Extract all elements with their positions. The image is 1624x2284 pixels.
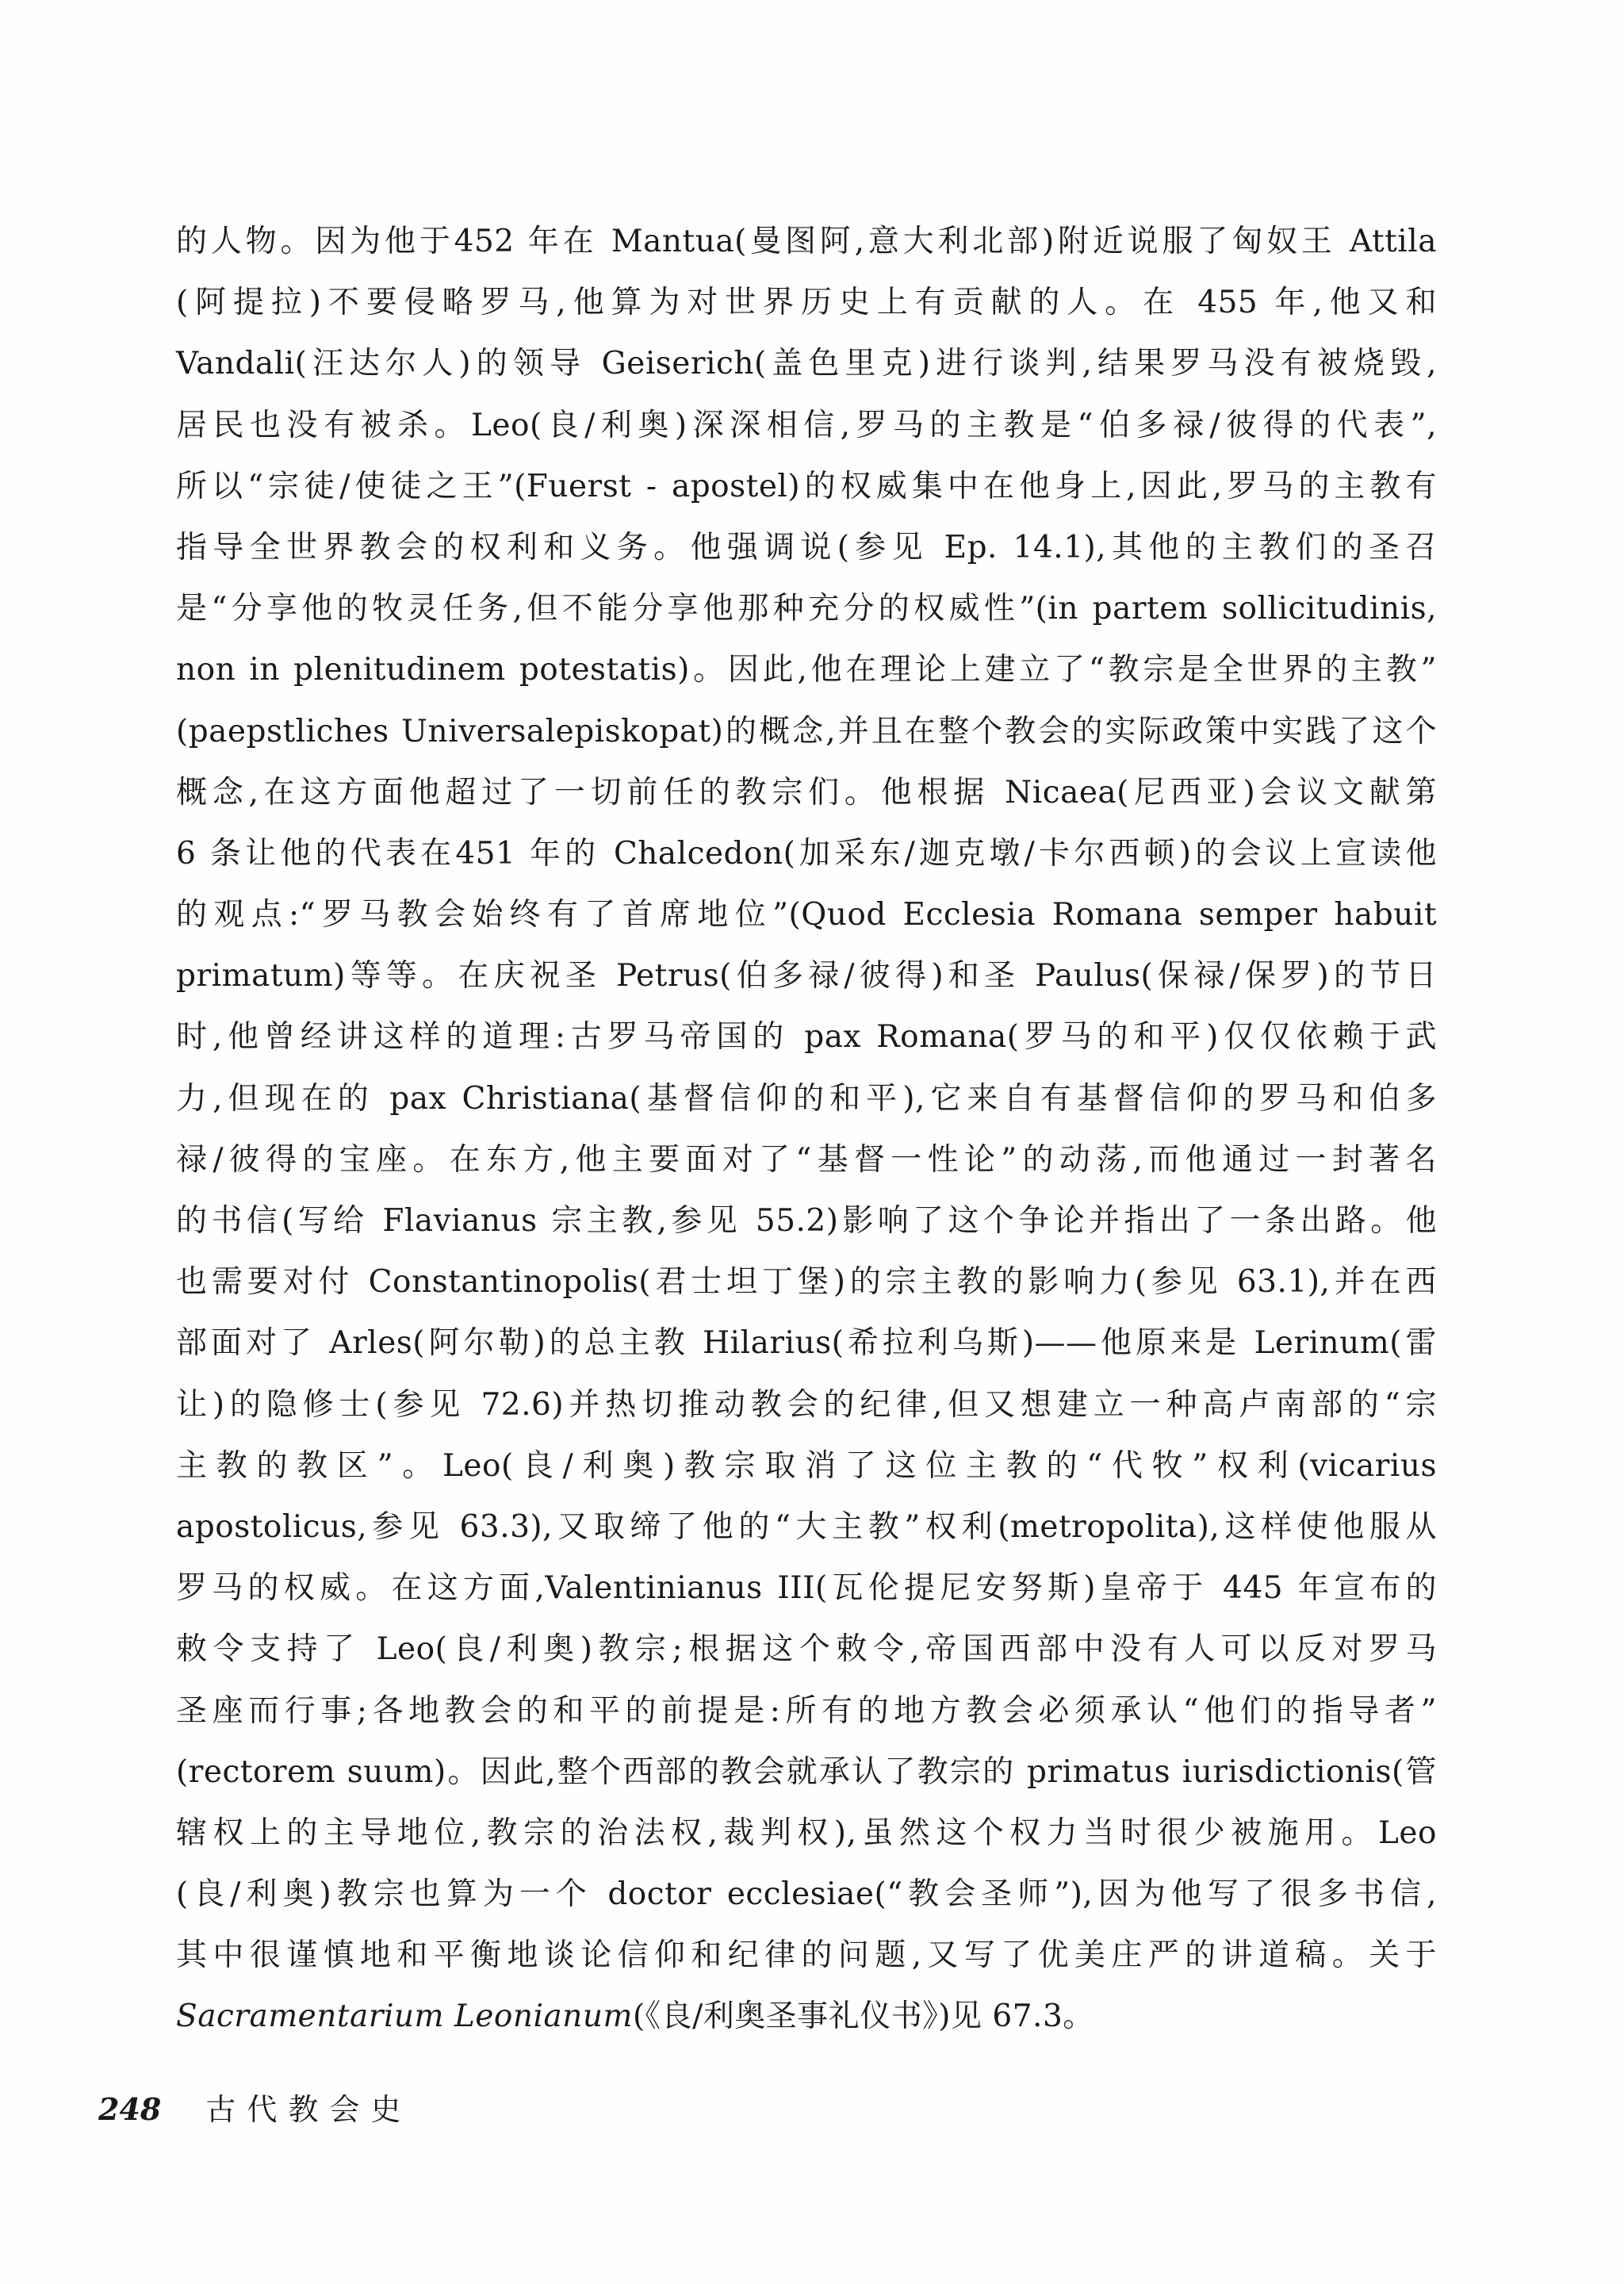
text-line: 是“分享他的牧灵任务,但不能分享他那种充分的权威性”(in partem sollicitudinis,: [176, 591, 1437, 627]
text-line: apostolicus,参见 63.3),又取缔了他的“大主教”权利(metropolita),这样使他服从: [176, 1508, 1437, 1545]
text-line: 概念,在这方面他超过了一切前任的教宗们。他根据 Nicaea(尼西亚)会议文献第: [176, 774, 1437, 811]
text-line: 圣座而行事;各地教会的和平的前提是:所有的地方教会必须承认“他们的指导者”: [176, 1692, 1437, 1729]
text-line: Vandali(汪达尔人)的领导 Geiserich(盖色里克)进行谈判,结果罗马没有被烧毁,: [176, 346, 1437, 382]
text-line: 的人物。因为他于452 年在 Mantua(曼图阿,意大利北部)附近说服了匈奴王 Attila: [176, 224, 1437, 259]
text-line: 禄/彼得的宝座。在东方,他主要面对了“基督一性论”的动荡,而他通过一封著名: [176, 1141, 1437, 1178]
text-line: 部面对了 Arles(阿尔勒)的总主教 Hilarius(希拉利乌斯)——他原来是 Lerinum(雷: [176, 1325, 1437, 1362]
text-line: (rectorem suum)。因此,整个西部的教会就承认了教宗的 primatus iurisdictionis(管: [176, 1753, 1437, 1790]
text-line: 的书信(写给 Flavianus 宗主教,参见 55.2)影响了这个争论并指出了一条出路。他: [176, 1203, 1437, 1239]
running-head: 古代教会史: [205, 2092, 412, 2127]
text-line: 也需要对付 Constantinopolis(君士坦丁堡)的宗主教的影响力(参见 63.1),并在西: [176, 1264, 1437, 1301]
last-line-rest: (《良/利奥圣事礼仪书》)见 67.3。: [632, 1998, 1094, 2035]
text-line: primatum)等等。在庆祝圣 Petrus(伯多禄/彼得)和圣 Paulus(保禄/保罗)的节日: [176, 958, 1437, 994]
page-number: 248: [98, 2091, 162, 2127]
text-line: 所以“宗徒/使徒之王”(Fuerst - apostel)的权威集中在他身上,因此,罗马的主教有: [176, 468, 1437, 504]
book-title-italic: Sacramentarium Leonianum: [176, 1998, 633, 2035]
text-line: (paepstliches Universalepiskopat)的概念,并且在整个教会的实际政策中实践了这个: [176, 713, 1437, 749]
text-line: (良/利奥)教宗也算为一个 doctor ecclesiae(“教会圣师”),因为他写了很多书信,: [176, 1876, 1437, 1913]
text-line-last: [176, 1986, 1437, 2047]
text-line: 指导全世界教会的权利和义务。他强调说(参见 Ep. 14.1),其他的主教们的圣召: [176, 529, 1437, 565]
text-line: 罗马的权威。在这方面,Valentinianus III(瓦伦提尼安努斯)皇帝于 445 年宣布的: [176, 1570, 1437, 1607]
text-line: 居民也没有被杀。Leo(良/利奥)深深相信,罗马的主教是“伯多禄/彼得的代表”,: [176, 407, 1437, 443]
page-footer: [98, 2086, 412, 2133]
text-line: 的观点:“罗马教会始终有了首席地位”(Quod Ecclesia Romana semper habuit: [176, 897, 1437, 933]
text-line: 6 条让他的代表在451 年的 Chalcedon(加采东/迦克墩/卡尔西顿)的会议上宣读他: [176, 835, 1437, 872]
body-text: [176, 211, 1437, 2048]
text-line: 时,他曾经讲这样的道理:古罗马帝国的 pax Romana(罗马的和平)仅仅依赖于武: [176, 1019, 1437, 1056]
text-line: non in plenitudinem potestatis)。因此,他在理论上建立了“教宗是全世界的主教”: [176, 652, 1437, 688]
text-line: (阿提拉)不要侵略罗马,他算为对世界历史上有贡献的人。在 455 年,他又和: [176, 285, 1437, 321]
text-line: 让)的隐修士(参见 72.6)并热切推动教会的纪律,但又想建立一种高卢南部的“宗: [176, 1386, 1437, 1423]
text-line: 其中很谨慎地和平衡地谈论信仰和纪律的问题,又写了优美庄严的讲道稿。关于: [176, 1937, 1437, 1974]
text-line: 辖权上的主导地位,教宗的治法权,裁判权),虽然这个权力当时很少被施用。Leo: [176, 1815, 1437, 1851]
text-line: 敕令支持了 Leo(良/利奥)教宗;根据这个敕令,帝国西部中没有人可以反对罗马: [176, 1631, 1437, 1668]
text-line: 力,但现在的 pax Christiana(基督信仰的和平),它来自有基督信仰的罗马和伯多: [176, 1080, 1437, 1117]
text-line: 主教的教区”。Leo(良/利奥)教宗取消了这位主教的“代牧”权利(vicarius: [176, 1447, 1437, 1484]
